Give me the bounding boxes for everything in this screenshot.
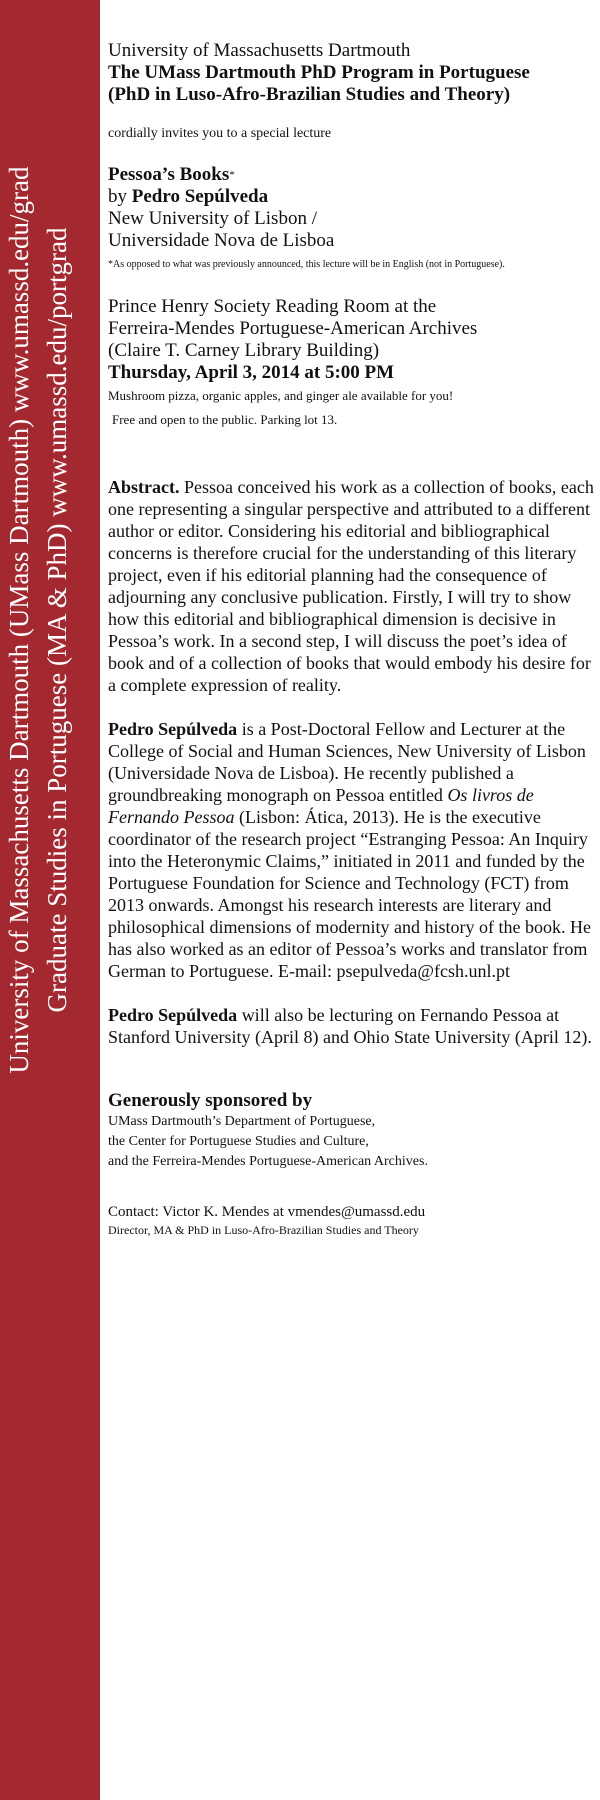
abstract-label: Abstract. [108, 477, 180, 497]
sponsor-line3: and the Ferreira-Mendes Portuguese-American Archives. [108, 1154, 428, 1169]
bio-book-title: Os livros de Fernando Pessoa [108, 785, 534, 827]
invitation-line: cordially invites you to a special lecture [108, 126, 332, 141]
refreshments-note: Mushroom pizza, organic apples, and ginger ale available for you! [108, 388, 454, 403]
venue-line1: Prince Henry Society Reading Room at the [108, 296, 437, 317]
bio-text-part1: is a Post-Doctoral Fellow and Lecturer at the College of Social and Human Sciences, New University of Lisbon (Universidade Nova de Lisboa). He recently published a groundbreaking monograph on Pessoa entitled [108, 719, 586, 805]
contact-title: Director, MA & PhD in Luso-Afro-Brazilian Studies and Theory [108, 1223, 419, 1237]
sidebar-line-university: University of Massachusetts Dartmouth (UMass Dartmouth) www.umassd.edu/grad [4, 166, 34, 1074]
bio-paragraph [108, 718, 594, 982]
venue-line3: (Claire T. Carney Library Building) [108, 340, 380, 361]
program-subtitle: (PhD in Luso-Afro-Brazilian Studies and Theory) [108, 84, 511, 105]
lecture-asterisk: * [229, 169, 235, 181]
venue-block [108, 296, 594, 430]
abstract-paragraph [108, 476, 594, 696]
contact-block [108, 1202, 594, 1238]
lecture-by: by [108, 186, 132, 207]
lecture-speaker: Pedro Sepúlveda [131, 186, 269, 207]
event-datetime: Thursday, April 3, 2014 at 5:00 PM [108, 362, 395, 383]
contact-line: Contact: Victor K. Mendes at vmendes@umassd.edu [108, 1204, 426, 1220]
sidebar-vertical-text [0, 40, 100, 1200]
language-note: *As opposed to what was previously announced, this lecture will be in English (not in Portuguese). [108, 259, 505, 270]
sponsors-block [108, 1090, 594, 1172]
venue-line2: Ferreira-Mendes Portuguese-American Archives [108, 318, 478, 339]
sidebar-band [0, 0, 100, 1800]
bio-text-part2: (Lisbon: Ática, 2013). He is the executive coordinator of the research project “Estranging Pessoa: An Inquiry into the Heteronymic Claims,” initiated in 2011 and funded by the Portuguese Foundation for Science and Technology (FCT) from 2013 onwards. Amongst his research interests are literary and philosophical dimensions of modernity and history of the book. He has also worked as an editor of Pessoa’s works and translator from German to Portuguese. E-mail: psepulveda@fcsh.unl.pt [108, 807, 591, 981]
sponsor-line1: UMass Dartmouth’s Department of Portuguese, [108, 1114, 376, 1129]
sponsors-heading: Generously sponsored by [108, 1090, 313, 1111]
also-name: Pedro Sepúlveda [108, 1005, 238, 1025]
admission-note: Free and open to the public. Parking lot 13. [112, 412, 338, 427]
speaker-affiliation-pt: Universidade Nova de Lisboa [108, 230, 335, 251]
bio-name: Pedro Sepúlveda [108, 719, 238, 739]
sponsor-line2: the Center for Portuguese Studies and Culture, [108, 1134, 369, 1149]
also-text: will also be lecturing on Fernando Pessoa at Stanford University (April 8) and Ohio State University (April 12). [108, 1005, 592, 1047]
sidebar-line-graduate: Graduate Studies in Portuguese (MA & PhD) www.umassd.edu/portgrad [42, 227, 72, 1013]
lecture-title: Pessoa’s Books [108, 164, 230, 185]
flyer-content [108, 40, 594, 1238]
speaker-affiliation-en: New University of Lisbon / [108, 208, 317, 229]
abstract-text: Pessoa conceived his work as a collection of books, each one representing a singular perspective and attributed to a different author or editor. Considering his editorial and bibliographical concerns is therefore crucial for the understanding of this literary project, even if his editorial planning had the consequence of adjourning any conclusive publication. Firstly, I will try to show how this editorial and bibliographical dimension is decisive in Pessoa’s work. In a second step, I will discuss the poet’s idea of book and of a collection of books that would embody his desire for a complete expression of reality. [108, 477, 594, 695]
additional-lectures-paragraph [108, 1004, 594, 1048]
university-name: University of Massachusetts Dartmouth [108, 40, 411, 61]
program-title: The UMass Dartmouth PhD Program in Portuguese [108, 62, 530, 83]
lecture-block [108, 164, 594, 272]
